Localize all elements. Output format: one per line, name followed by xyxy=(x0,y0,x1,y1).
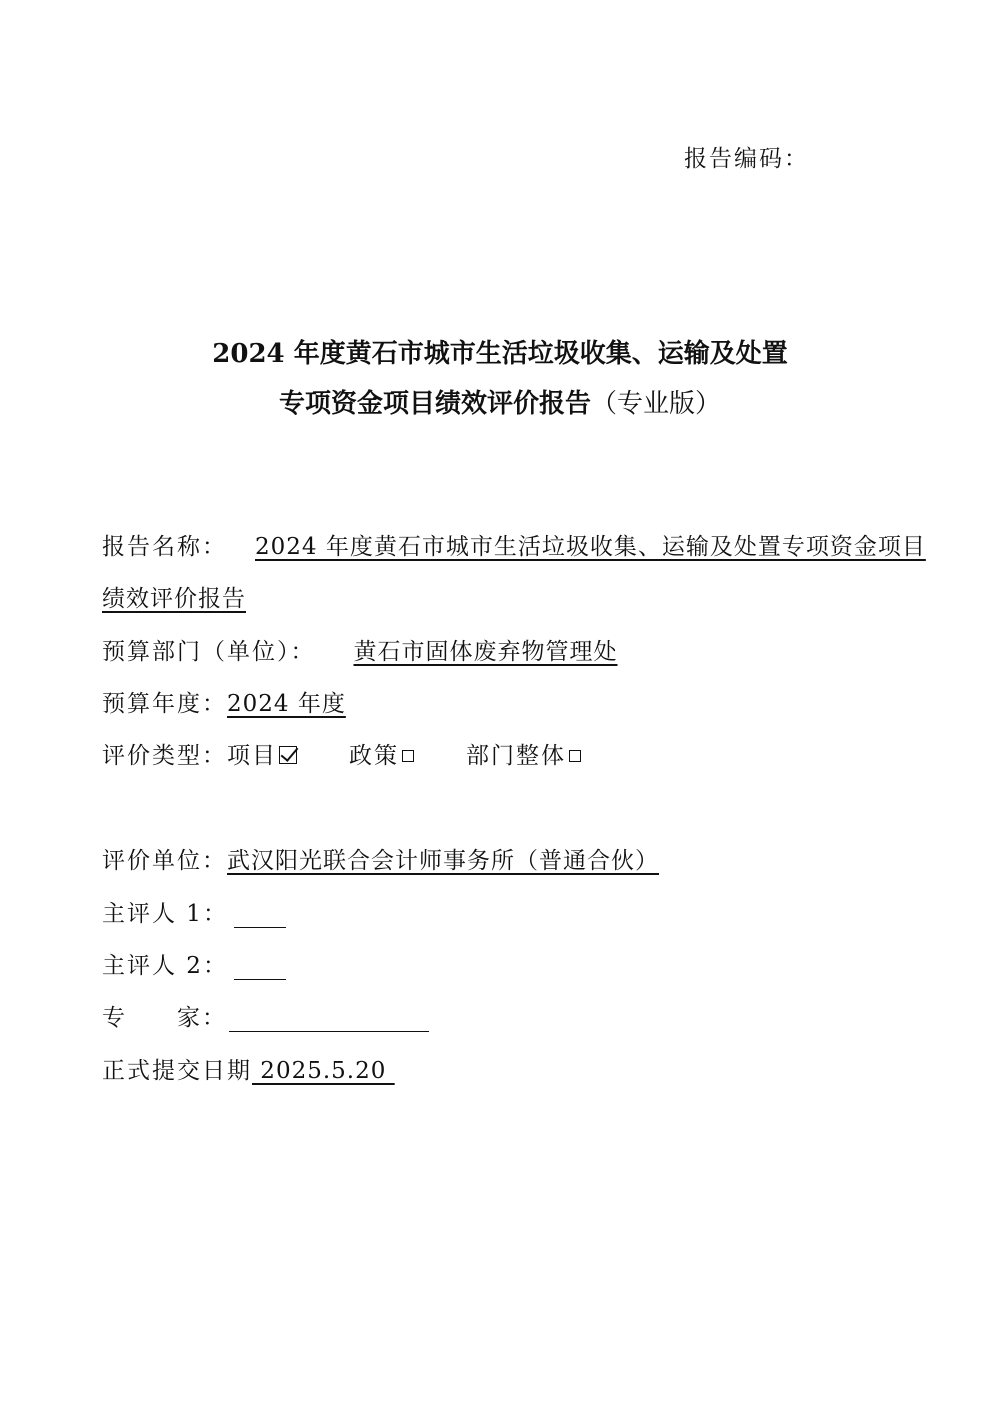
report-name-label: 报告名称： xyxy=(102,534,227,560)
budget-dept-row xyxy=(102,633,618,666)
report-title-suffix: （专业版） xyxy=(591,389,722,419)
submit-date-value: 2025.5.20 xyxy=(252,1058,395,1084)
eval-unit-value: 武汉阳光联合会计师事务所（普通合伙） xyxy=(227,848,659,874)
reviewer1-row xyxy=(102,895,286,928)
eval-unit-row xyxy=(102,842,659,875)
eval-unit-label: 评价单位： xyxy=(102,848,227,874)
budget-year-label: 预算年度： xyxy=(102,691,227,717)
budget-dept-value: 黄石市固体废弃物管理处 xyxy=(353,639,618,665)
expert-row xyxy=(102,999,429,1032)
reviewer1-label: 主评人 1： xyxy=(102,901,228,927)
reviewer1-blank xyxy=(234,901,286,928)
reviewer2-blank xyxy=(234,953,286,980)
budget-dept-label: 预算部门（单位）： xyxy=(102,639,316,665)
report-name-row xyxy=(102,528,926,561)
eval-type-department[interactable]: 部门整体 xyxy=(466,743,581,769)
reviewer2-label: 主评人 2： xyxy=(102,953,228,979)
report-code-label: 报告编码： xyxy=(684,146,809,172)
checked-box-icon[interactable] xyxy=(279,746,297,764)
eval-type-project[interactable]: 项目 xyxy=(227,743,297,769)
reviewer2-row xyxy=(102,947,286,980)
report-name-value-line2: 绩效评价报告 xyxy=(102,586,246,612)
report-name-value-line1: 2024 年度黄石市城市生活垃圾收集、运输及处置专项资金项目 xyxy=(255,534,926,560)
expert-label: 专 家： xyxy=(102,1005,227,1031)
budget-year-row xyxy=(102,685,346,718)
report-title-line2 xyxy=(0,383,1000,420)
expert-blank xyxy=(229,1005,429,1032)
budget-year-value: 2024 年度 xyxy=(227,691,346,717)
report-name-continuation xyxy=(102,580,246,613)
eval-type-row xyxy=(102,737,581,770)
submit-date-row xyxy=(102,1052,395,1085)
report-title-line1: 2024 年度黄石市城市生活垃圾收集、运输及处置 xyxy=(212,339,788,369)
empty-box-icon[interactable] xyxy=(402,750,414,762)
eval-type-policy[interactable]: 政策 xyxy=(349,743,414,769)
eval-type-label: 评价类型： xyxy=(102,743,227,769)
submit-date-label: 正式提交日期 xyxy=(102,1058,252,1084)
empty-box-icon[interactable] xyxy=(569,750,581,762)
report-title-main: 专项资金项目绩效评价报告 xyxy=(278,389,591,419)
